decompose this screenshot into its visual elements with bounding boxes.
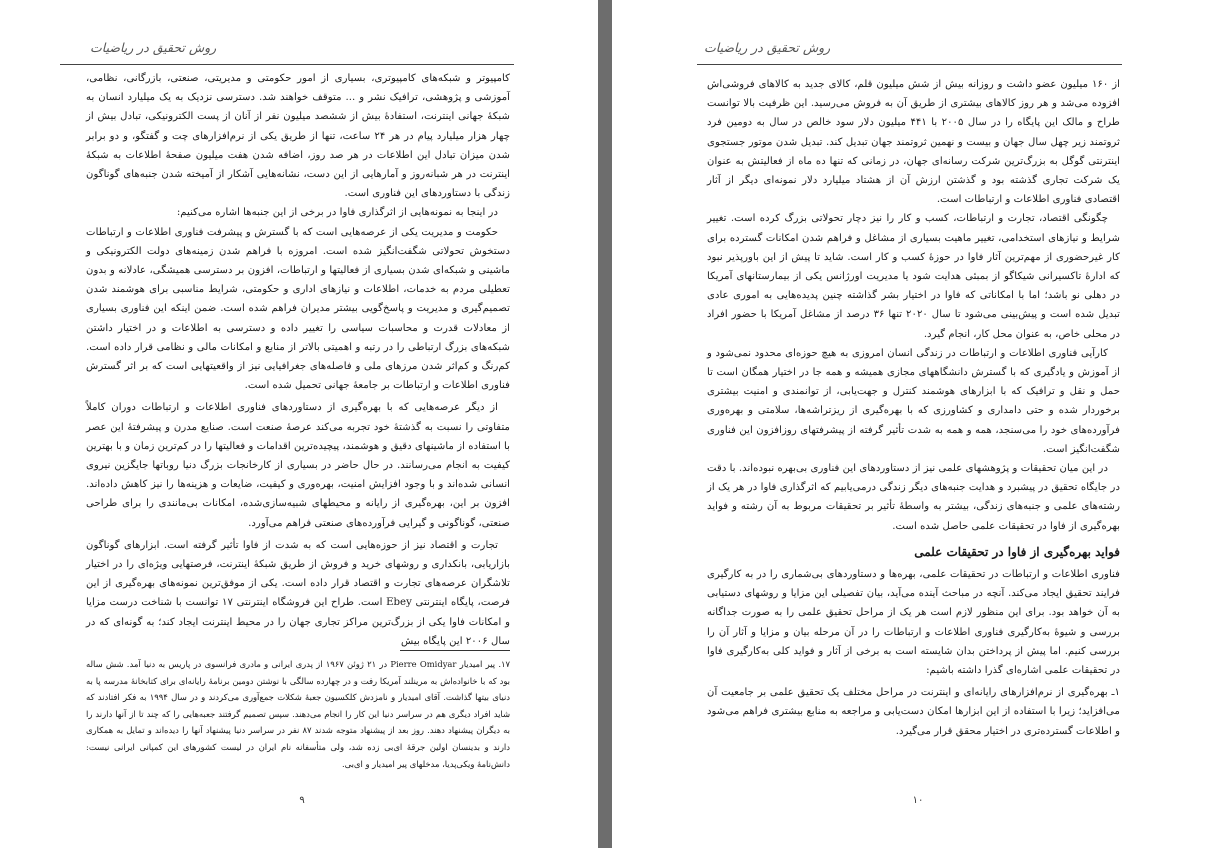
- paragraph: چگونگی اقتصاد، تجارت و ارتباطات، کسب و کار را نیز دچار تحولاتی بزرگ کرده است. تغییر شرایط و نیازهای استخدامی، تغییر ماهیت بسیاری از مشاغل و فراهم شدن امکانات گسترده برای کار غیرحضوری از مهم‌ترین آثار فاوا در حوزهٔ کسب و کار است. شاید تا پیش از این باورپذیر نبود که ادارهٔ تاکسیرانی شیکاگو از بمبئی هدایت شود یا مدیریت اورژانس یکی از بیمارستانهای آمریکا در دهلی نو باشد؛ اما با امکاناتی که فاوا در اختیار بشر گذاشته چنین پدیده‌هایی به اموری عادی تبدیل شده است و پیش‌بینی می‌شود تا سال ۲۰۲۰ تنها ۳۶ درصد از مشاغل آمریکا با حضور افراد در محلی خاص، به عنوان محل کار، انجام گیرد.: [707, 213, 1120, 340]
- footnote-text: ۱۷. پیر امیدیار Pierre Omidyar در ۲۱ ژوئن ۱۹۶۷ از پدری ایرانی و مادری فرانسوی در پاریس به دنیا آمد. شش ساله بود که با خانواده‌اش به مرینلند آمریکا رفت و در چهارده سالگی با نوشتن دومین برنامهٔ رایانه‌ای برای کتابخانهٔ مدرسه پا به دنیای بیتها گذاشت. آقای امیدیار و نامزدش کلکسیون جعبهٔ شکلات جمع‌آوری می‌کردند و در سال ۱۹۹۴ به فکر افتادند که شاید افراد دیگری هم در سراسر دنیا این کار را انجام می‌دهند. سپس تصمیم گرفتند جعبه‌هایی را که چند تا از آنها دارند را به دیگران پیشنهاد دهند. روز بعد از پیشنهاد متوجه شدند ۸۷ نفر در سراسر دنیا پیشنهاد آنها را دیده‌اند و تمایل به همکاری دارند و بدینسان اولین جرقهٔ ای‌بی زده شد، ولی متأسفانه نام ایران در لیست کشورهای این کمپانی ایرانی نیست: دانش‌نامهٔ ویکی‌پدیا، مدخلهای پیر امیدیار و ای‌بی.: [86, 659, 510, 769]
- footnote-rule: [400, 650, 510, 651]
- header-rule: [60, 64, 514, 65]
- left-page: [0, 0, 598, 848]
- header-rule: [697, 64, 1122, 65]
- page-number: ۱۰: [912, 795, 924, 806]
- body-text: [86, 69, 510, 651]
- paragraph: فناوری اطلاعات و ارتباطات در تحقیقات علمی، بهره‌ها و دستاوردهای بی‌شماری را در به کارگیری فرایند تحقیق ایجاد می‌کند. آنچه در مباحث آینده می‌آید، بیان تفصیلی این مزایا و روشهای دستیابی به آن خواهد بود. برای این منظور لازم است هر یک از مراحل تحقیق علمی را به صورت جداگانه بررسی و شیوهٔ به‌کارگیری فناوری اطلاعات و ارتباطات را در آن مرحله بیان و مزایا و آثار آن را بررسی کنیم. اما پیش از پرداختن بدان شایسته است به برخی از آثار و فواید کلی به‌کارگیری فاوا در تحقیقات علمی اشاره‌ای گذرا داشته باشیم:: [707, 569, 1120, 677]
- footnote: [86, 656, 510, 772]
- paragraph: حکومت و مدیریت یکی از عرصه‌هایی است که با گسترش و پیشرفت فناوری اطلاعات و ارتباطات دستخوش تحولاتی شگفت‌انگیز شده است. امروزه با فراهم شدن زمینه‌های دولت الکترونیکی و ماشینی و شبکه‌ای شدن بسیاری از فعالیتها و ارتباطات، افزون بر دسترسی همیشگی، عادلانه و بدون تعطیلی مردم به خدمات، اطلاعات و نیازهای اداری و حکومتی، شرایط مناسبی برای هوشمند شدن تصمیم‌گیری و مدیریت و پاسخ‌گویی بیشتر مدیران فراهم شده است. ضمن اینکه این فناوری بسیاری از معادلات قدرت و محاسبات سیاسی را تغییر داده و دسترسی به اطلاعات و در اختیار داشتن شبکه‌های بزرگ ارتباطی را در رتبه و اهمیتی بالاتر از منابع و امکانات مالی و نظامی قرار داده است. کم‌رنگ و کم‌اثر شدن مرزهای ملی و فاصله‌های جغرافیایی نیز از واقعیتهایی است که بر اثر گسترش فناوری اطلاعات و ارتباطات بر جامعهٔ جهانی تحمیل شده است.: [86, 226, 510, 392]
- running-head: روش تحقیق در ریاضیات: [704, 40, 831, 55]
- running-head: روش تحقیق در ریاضیات: [90, 40, 217, 55]
- paragraph: کارآیی فناوری اطلاعات و ارتباطات در زندگی انسان امروزی به هیچ حوزه‌ای محدود نمی‌شود و از آموزش و یادگیری که با گسترش دانشگاههای مجازی همیشه و همه جا در اختیار همگان است تا حمل و نقل و ترافیک که با ابزارهای هوشمند کنترل و جهت‌یابی، از توانمندی و امنیت بیشتری برخوردار شده و حتی دامداری و کشاورزی که با بهره‌گیری از ریزتراشه‌ها، سلامتی و بهره‌وری فرآورده‌های خود را می‌سنجد، همه و همه به شدت تأثیر گرفته از پیشرفتهای روزافزون این فناوری شگفت‌انگیز است.: [707, 347, 1120, 455]
- paragraph: تجارت و اقتصاد نیز از حوزه‌هایی است که به شدت از فاوا تأثیر گرفته است. ابزارهای گوناگون بازاریابی، بانکداری و روشهای خرید و فروش از طریق شبکهٔ اینترنت، فرصتهایی ویژه‌ای را در اختیار تلاشگران عرصه‌های تجارت و اقتصاد قرار داده است. یکی از موفق‌ترین نمونه‌های بهره‌گیری از این فرصت، پایگاه اینترنتی Ebey است. طراح این فروشگاه اینترنتی ۱۷ توانست با شناخت درست مزایا و امکانات فاوا یکی از بزرگ‌ترین مراکز تجاری جهان را در محیط اینترنت ایجاد کند؛ به گونه‌ای که در سال ۲۰۰۶ این پایگاه بیش: [86, 539, 510, 647]
- paragraph: ۱ـ بهره‌گیری از نرم‌افزارهای رایانه‌ای و اینترنت در مراحل مختلف یک تحقیق علمی بر جامعیت آن می‌افزاید؛ زیرا با استفاده از این ابزارها امکان دست‌یابی و مراجعه به منابع بیشتری فراهم می‌شود و اطلاعات گسترده‌تری در اختیار محقق قرار می‌گیرد.: [707, 687, 1120, 737]
- body-text: [707, 75, 1120, 536]
- paragraph: از ۱۶۰ میلیون عضو داشت و روزانه بیش از شش میلیون قلم، کالای جدید به کالاهای فروشی‌اش افزوده می‌شد و هر روز کالاهای بیشتری از طریق آن به فروش می‌رسید. این ظرفیت بالا توانست طراح و مالک این پایگاه را در سال ۲۰۰۵ با ۴۴۱ میلیون دلار سود خالص در سال به دومین فرد ثروتمند زیر چهل سال جهان و بیست و نهمین ثروتمند جهان تبدیل کند. تبدیل شدن موتور جستجوی اینترنتی گوگل به بزرگ‌ترین شرکت رسانه‌ای جهان، در زمانی که تنها ده ماه از فعالیتش به عنوان یک شرکت تجاری گذشته بود و گذشتن ارزش آن از هشتاد میلیارد دلار نمونه‌ای دیگر از آثار اقتصادی فناوری اطلاعات و ارتباطات است.: [707, 79, 1120, 206]
- paragraph: در اینجا به نمونه‌هایی از اثرگذاری فاوا در برخی از این جنبه‌ها اشاره می‌کنیم:: [176, 207, 498, 219]
- section-body-text: [707, 565, 1120, 741]
- right-page: [612, 0, 1212, 848]
- section-heading: فواید بهره‌گیری از فاوا در تحقیقات علمی: [914, 545, 1120, 559]
- paragraph: از دیگر عرصه‌هایی که با بهره‌گیری از دستاوردهای فناوری اطلاعات و ارتباطات دوران کاملاً متفاوتی را نسبت به گذشتهٔ خود تجربه می‌کند عرصهٔ صنعت است. صنایع مدرن و پیشرفتهٔ این عصر با استفاده از ماشینهای دقیق و هوشمند، پیچیده‌ترین اقدامات و فعالیتها را در کم‌ترین زمان و با بهترین کیفیت به انجام می‌رسانند. در حال حاضر در بسیاری از کارخانجات بزرگ دنیا روباتها جایگزین نیروی انسانی شده‌اند و با وجود افزایش امنیت، بهره‌وری و کیفیت، ضایعات و هزینه‌ها را نیز کاهش داده‌اند. افزون بر این، بهره‌گیری از رایانه و محیطهای شبیه‌سازی‌شده، امکانات بی‌مانندی را برای طراحی صنعتی، گوناگونی و گیرایی فرآورده‌های صنعتی فراهم می‌آورد.: [86, 402, 510, 529]
- paragraph: کامپیوتر و شبکه‌های کامپیوتری، بسیاری از امور حکومتی و مدیریتی، صنعتی، بازرگانی، نظامی، آموزشی و پژوهشی، ترافیک نشر و ... متوقف خواهند شد. دسترسی نزدیک به یک میلیارد انسان به شبکهٔ جهانی اینترنت، استفادهٔ بیش از ششصد میلیون نفر از آنان از پست الکترونیکی، تبادل بیش از چهار هزار میلیارد پیام در هر ۲۴ ساعت، تنها از طریق یکی از نرم‌افزارهای چت و گفتگو، و دو برابر شدن میزان تبادل این اطلاعات در هر صد روز، اضافه شدن هفت میلیون صفحهٔ اطلاعات به شبکهٔ اینترنت در هر شبانه‌روز و آمارهایی از این دست، نشانه‌هایی آشکار از آمیخته شدن جنبه‌های گوناگون زندگی با دستاوردهای این فناوری است.: [86, 73, 511, 200]
- paragraph: در این میان تحقیقات و پژوهشهای علمی نیز از دستاوردهای این فناوری بی‌بهره نبوده‌اند. با دقت در جایگاه تحقیق در پیشبرد و هدایت جنبه‌های دیگر زندگی درمی‌یابیم که اثرگذاری فاوا در هر یک از رشته‌های علمی و جنبه‌های زندگی، بیشتر به واسطهٔ تأثیر بر تحقیقات مربوط به آن رشته و فواید بهره‌گیری از فاوا در تحقیقات علمی حاصل شده است.: [707, 463, 1120, 532]
- page-number: ۹: [299, 795, 305, 806]
